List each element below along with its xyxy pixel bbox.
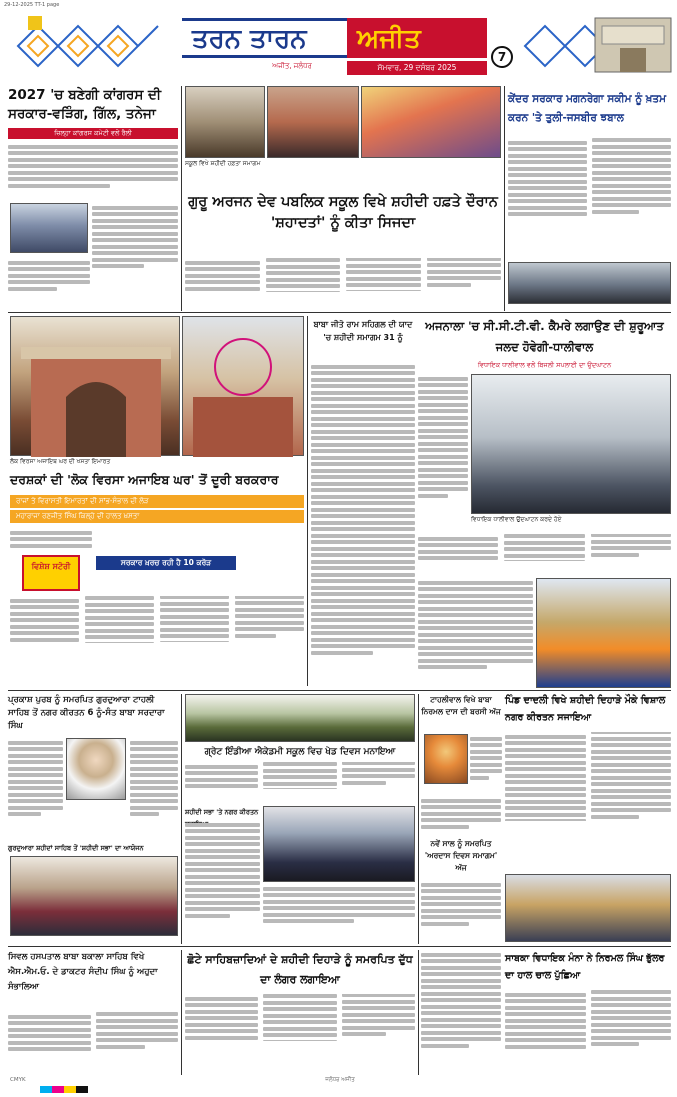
bhakra-headline: ਸਿਵਲ ਹਸਪਤਾਲ ਬਾਬਾ ਬਕਾਲਾ ਸਾਹਿਬ ਵਿਖੇ ਐਸ.ਐਮ.ਓ. ਦੇ ਡਾਕਟਰ ਸੰਦੀਪ ਸਿੰਘ ਨੂੰ ਅਹੁਦਾ ਸੰਭਾਲਿਆ [8, 952, 158, 992]
museum-headline: ਦਰਸ਼ਕਾਂ ਦੀ 'ਲੋਕ ਵਿਰਸਾ ਅਜਾਇਬ ਘਰ' ਤੋਂ ਦੂਰੀ ਬਰਕਰਾਰ [10, 472, 279, 487]
special-story-badge [22, 555, 80, 591]
dadli-body [505, 732, 671, 870]
museum-strap: ਸਰਕਾਰ ਖ਼ਰਚ ਰਹੀ ਹੈ 10 ਕਰੋੜ [96, 556, 236, 570]
masthead-city: ਤਰਨ ਤਾਰਨ [192, 24, 307, 54]
sportsday-headline: ਗ੍ਰੇਟ ਇੰਡੀਆ ਐਕੇਡਮੀ ਸਕੂਲ ਵਿਚ ਖੇਡ ਦਿਵਸ ਮਨਾਇਆ [204, 747, 396, 757]
jalandhar-headline: ਸ਼ਹੀਦੀ ਸਭਾ 'ਤੇ ਨਗਰ ਕੀਰਤਨ [185, 808, 259, 816]
cctv-caption: ਵਿਧਾਇਕ ਧਾਲੀਵਾਲ ਉਦਘਾਟਨ ਕਰਦੇ ਹੋਏ [471, 516, 562, 523]
cctv-body-1 [418, 374, 468, 514]
museum-caption: ਲੋਕ ਵਿਰਸਾ ਅਜਾਇਬ ਘਰ ਦੀ ਖਸਤਾ ਇਮਾਰਤ [10, 458, 111, 465]
sohal-headline: ਗੁਰਦੁਆਰਾ ਸ਼ਹੀਦਾਂ ਸਾਹਿਬ ਤੋਂ 'ਸ਼ਹੀਦੀ ਸਭਾ' ਦਾ ਆਯੋਜਨ [8, 844, 144, 852]
santbaba-portrait [66, 738, 126, 800]
nayesaal-body-2 [421, 950, 501, 1072]
masthead-date: ਸੋਮਵਾਰ, 29 ਦਸੰਬਰ 2025 [347, 61, 487, 75]
santbaba-headline: ਬਾਬਾ ਜੀਤੋ ਰਾਮ ਸਹਿਗਲ ਦੀ ਯਾਦ 'ਚ ਸ਼ਹੀਦੀ ਸਮਾਗਮ 31 ਨੂੰ [313, 320, 413, 342]
special-story-label: ਵਿਸ਼ੇਸ਼ ਸਟੋਰੀ [31, 562, 71, 571]
cctv-headline: ਅਜਨਾਲਾ 'ਚ ਸੀ.ਸੀ.ਟੀ.ਵੀ. ਕੈਮਰੇ ਲਗਾਉਣ ਦੀ ਸ਼ੁਰੂਆਤ ਜਲਦ ਹੋਵੇਗੀ-ਧਾਲੀਵਾਲ [425, 319, 664, 354]
congress-photo [10, 203, 88, 253]
school-body [185, 258, 501, 310]
bhakra-body [8, 1012, 178, 1072]
masthead-title-panel [182, 14, 487, 82]
cctv-body-2 [418, 534, 671, 574]
gurudwara-photo-1 [185, 86, 265, 158]
cctv-body-3 [418, 578, 533, 688]
page-number: 7 [491, 46, 513, 68]
footer-cmyk: CMYK [10, 1077, 26, 1083]
mgnrega-headline: ਕੇਂਦਰ ਸਰਕਾਰ ਮਗਨਰੇਗਾ ਸਕੀਮ ਨੂੰ ਖ਼ਤਮ ਕਰਨ 'ਤੇ ਤੁਲੀ-ਜਸਬੀਰ ਝਬਾਲ [508, 93, 667, 124]
dadli-photo [505, 874, 671, 942]
dadli-headline: ਪਿੰਡ ਦਾਦਲੀ ਵਿਖੇ ਸ਼ਹੀਦੀ ਦਿਹਾੜੇ ਮੌਕੇ ਵਿਸ਼ਾਲ ਨਗਰ ਕੀਰਤਨ ਸਜਾਇਆ [505, 695, 666, 723]
nayesaal-body [421, 880, 501, 942]
nayesaal-headline: ਨਵੇਂ ਸਾਲ ਨੂੰ ਸਮਰਪਿਤ 'ਅਰਦਾਸ ਦਿਵਸ ਸਮਾਗਮ' ਅੱਜ [424, 839, 498, 872]
museum-photo-2 [182, 316, 304, 456]
right-ornament-icon [520, 16, 675, 76]
museum-bullet-2: ਮਹਾਰਾਜਾ ਰਣਜੀਤ ਸਿੰਘ ਕਿਲ੍ਹੇ ਦੀ ਹਾਲਤ ਖ਼ਸਤਾ [10, 510, 304, 523]
sportsday-body [185, 762, 415, 802]
museum-dome-icon [183, 317, 305, 457]
color-bar-icon [40, 1078, 88, 1085]
nagar-kirtan-photo [536, 578, 671, 688]
tahliwal-body-2 [421, 796, 501, 836]
masthead [0, 12, 677, 84]
langar-body-top [263, 884, 415, 942]
tahli-headline: ਪ੍ਰਕਾਸ਼ ਪੁਰਬ ਨੂੰ ਸਮਰਪਿਤ ਗੁਰਦੁਆਰਾ ਟਾਹਲੀ ਸਾਹਿਬ ਤੋਂ ਨਗਰ ਕੀਰਤਨ 6 ਨੂੰ-ਸੰਤ ਬਾਬਾ ਸਰਦਾਰਾ ਸਿੰਘ [8, 695, 165, 731]
masthead-edition: ਅਜੀਤ, ਜਲੰਧਰ [272, 62, 312, 70]
museum-bullet-1: ਰਾਜਾਂ ਤੇ ਵਿਰਾਸਤੀ ਇਮਾਰਤਾਂ ਦੀ ਸਾਂਭ-ਸੰਭਾਲ ਦੀ ਲੋੜ [10, 495, 304, 508]
museum-arch-icon [11, 317, 181, 457]
cctv-photo [471, 374, 671, 514]
cctv-strap: ਵਿਧਾਇਕ ਧਾਲੀਵਾਲ ਵਲੋਂ ਬਿਜਲੀ ਸਪਲਾਈ ਦਾ ਉਦਘਾਟਨ [477, 361, 612, 369]
left-ornament-icon [8, 16, 168, 76]
congress-body-2 [92, 203, 178, 303]
tahli-body-2 [130, 738, 178, 838]
tahliwal-headline: ਟਾਹਲੀਵਾਲ ਵਿਖੇ ਬਾਬਾ ਨਿਰਮਲ ਦਾਸ ਦੀ ਬਰਸੀ ਅੱਜ [421, 695, 501, 716]
tahli-body-1 [8, 738, 63, 838]
congress-strap: ਜ਼ਿਲ੍ਹਾ ਕਾਂਗਰਸ ਕਮੇਟੀ ਵਲੋਂ ਰੈਲੀ [8, 128, 178, 139]
congress-headline: 2027 'ਚ ਬਣੇਗੀ ਕਾਂਗਰਸ ਦੀ ਸਰਕਾਰ-ਵੜਿੰਗ, ਗਿੱਲ, ਤਨੇਜਾ [8, 87, 162, 122]
congress-body-3 [8, 258, 90, 308]
gurudwara-caption: ਸਕੂਲ ਵਿਖੇ ਸ਼ਹੀਦੀ ਹਫ਼ਤਾ ਸਮਾਗਮ [185, 160, 261, 167]
school-headline: ਗੁਰੂ ਅਰਜਨ ਦੇਵ ਪਬਲਿਕ ਸਕੂਲ ਵਿਖੇ ਸ਼ਹੀਦੀ ਹਫ਼ਤੇ ਦੌਰਾਨ 'ਸ਼ਹਾਦਤਾਂ' ਨੂੰ ਕੀਤਾ ਸਿਜਦਾ [188, 194, 498, 231]
museum-body-2 [10, 596, 304, 686]
jalandhar-body [185, 820, 260, 940]
mgnrega-body [508, 138, 671, 260]
sabka-headline: ਸਾਬਕਾ ਵਿਧਾਇਕ ਮੰਨਾ ਨੇ ਨਿਰਮਲ ਸਿੰਘ ਭੁੱਲਰ ਦਾ ਹਾਲ ਚਾਲ ਪੁੱਛਿਆ [505, 953, 665, 981]
sohal-photo [10, 856, 178, 936]
langar-photo [263, 806, 415, 882]
sahibzade-headline: ਛੋਟੇ ਸਾਹਿਬਜ਼ਾਦਿਆਂ ਦੇ ਸ਼ਹੀਦੀ ਦਿਹਾੜੇ ਨੂੰ ਸਮਰਪਿਤ ਦੁੱਧ ਦਾ ਲੰਗਰ ਲਗਾਇਆ [187, 953, 413, 986]
mgnrega-photo [508, 262, 671, 304]
print-slug: 29-12-2025 TT-1 page [4, 2, 60, 8]
gurudwara-photo-3 [361, 86, 501, 158]
museum-body-1 [10, 528, 92, 553]
gurudwara-photo-2 [267, 86, 359, 158]
sabka-body [505, 990, 671, 1072]
santbaba-body [311, 362, 415, 682]
footer-center: ਜਲੰਧਰ ਅਜੀਤ [325, 1077, 355, 1083]
museum-photo-1 [10, 316, 180, 456]
masthead-paper: ਅਜੀਤ [357, 24, 421, 54]
sahibzade-body [185, 994, 415, 1072]
tahliwal-portrait [424, 734, 468, 784]
sportsday-photo [185, 694, 415, 742]
congress-body [8, 142, 178, 202]
tahliwal-body [470, 734, 502, 794]
